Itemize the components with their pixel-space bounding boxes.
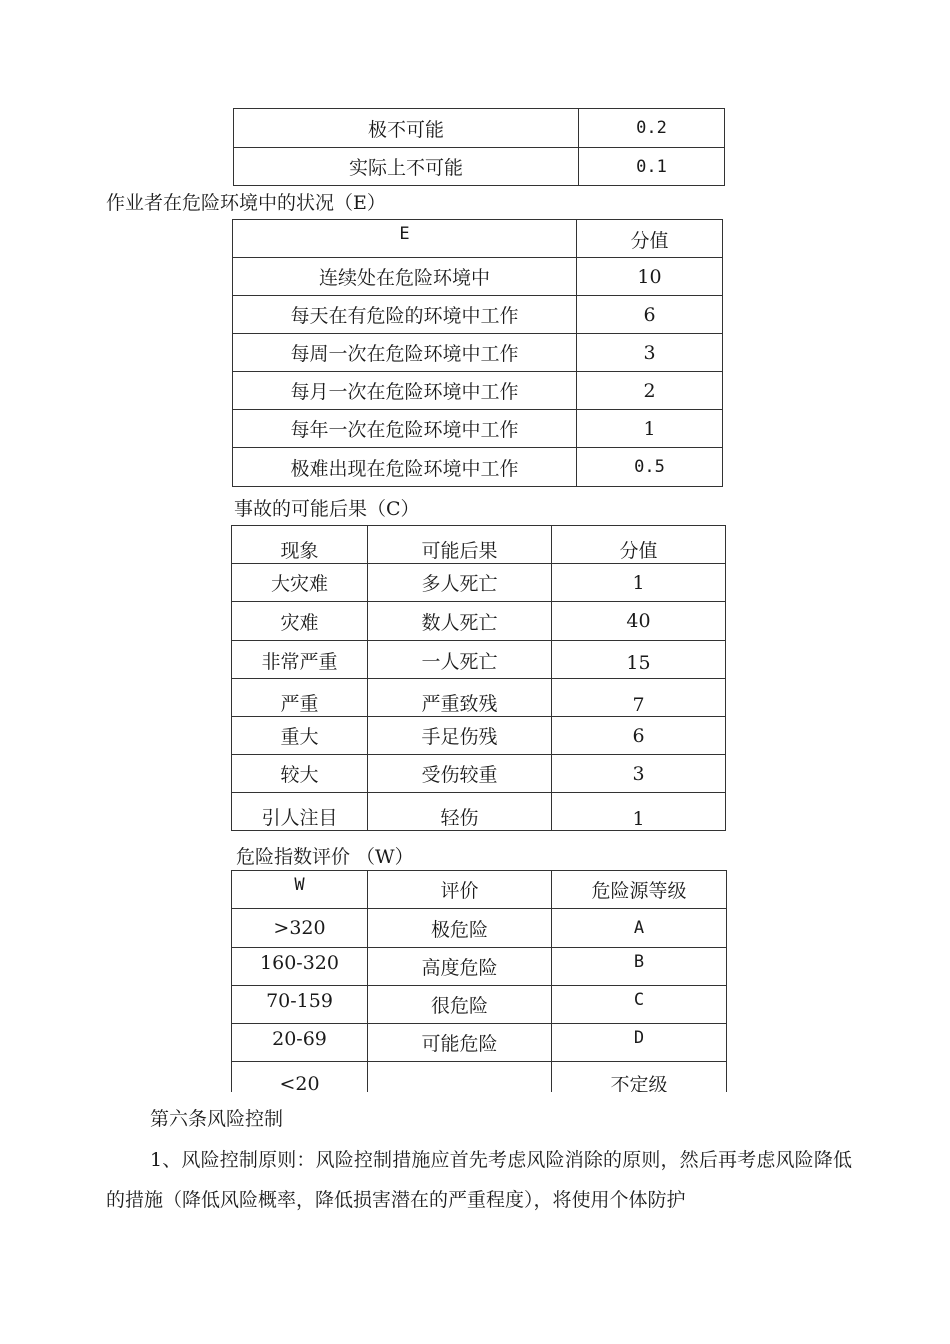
table-cell: 不定级 [552, 1062, 727, 1093]
table-cell: D [552, 1024, 727, 1062]
caption-danger-index: 危险指数评价 （W） [236, 846, 414, 868]
table-cell: 极不可能 [234, 109, 579, 148]
table-header-cell: 分值 [577, 220, 723, 258]
table-cell: 数人死亡 [368, 602, 552, 641]
table-row [232, 679, 726, 717]
table-cell: 较大 [232, 755, 368, 793]
table-cell: 160-320 [232, 948, 368, 986]
danger-index-table-wrapper [231, 870, 728, 1092]
table-cell: 6 [552, 717, 726, 755]
table-header-cell: 分值 [552, 526, 726, 564]
table-cell: 手足伤残 [368, 717, 552, 755]
table-cell: 1 [552, 793, 726, 831]
table-cell: 很危险 [368, 986, 552, 1024]
table-header-cell: 危险源等级 [552, 871, 727, 909]
table-row [232, 793, 726, 831]
consequence-table [231, 525, 726, 831]
table-cell [368, 1062, 552, 1093]
table-header-row [233, 220, 723, 258]
table-cell: 2 [577, 372, 723, 410]
table-cell: 非常严重 [232, 641, 368, 679]
table-cell: 7 [552, 679, 726, 717]
table-cell: 每年一次在危险环境中工作 [233, 410, 577, 448]
table-cell: A [552, 909, 727, 948]
caption-exposure: 作业者在危险环境中的状况（E） [106, 192, 386, 214]
table-cell: 20-69 [232, 1024, 368, 1062]
table-cell: B [552, 948, 727, 986]
table-cell: <20 [232, 1062, 368, 1093]
table-cell: 1 [552, 564, 726, 602]
table-cell: C [552, 986, 727, 1024]
table-cell: 严重 [232, 679, 368, 717]
table-cell: 实际上不可能 [234, 148, 579, 186]
table-cell: 70-159 [232, 986, 368, 1024]
table-cell: 可能危险 [368, 1024, 552, 1062]
table-row [232, 909, 727, 948]
table-cell: 极难出现在危险环境中工作 [233, 448, 577, 487]
table-cell: 引人注目 [232, 793, 368, 831]
table-header-cell: E [233, 220, 577, 258]
table-cell: 连续处在危险环境中 [233, 258, 577, 296]
table-cell: 每月一次在危险环境中工作 [233, 372, 577, 410]
table-row [234, 148, 725, 186]
table-header-cell: W [232, 871, 368, 909]
table-cell: 灾难 [232, 602, 368, 641]
likelihood-table [233, 108, 725, 186]
table-header-row [232, 871, 727, 909]
table-cell: 15 [552, 641, 726, 679]
table-row [234, 109, 725, 148]
table-row [233, 410, 723, 448]
table-row [233, 296, 723, 334]
table-row [233, 334, 723, 372]
table-row [232, 602, 726, 641]
danger-index-table [231, 870, 727, 1092]
body-paragraph: 1、风险控制原则：风险控制措施应首先考虑风险消除的原则，然后再考虑风险降低的措施（降低风险概率，降低损害潜在的严重程度），将使用个体防护 [106, 1149, 852, 1211]
table-cell: 3 [552, 755, 726, 793]
table-cell: 大灾难 [232, 564, 368, 602]
table-row [232, 1024, 727, 1062]
table-cell: 0.2 [579, 109, 725, 148]
table-row [233, 258, 723, 296]
table-header-cell: 评价 [368, 871, 552, 909]
table-cell: 0.1 [579, 148, 725, 186]
table-row [232, 717, 726, 755]
table-row [232, 1062, 727, 1093]
table-row [233, 448, 723, 487]
table-cell: 每周一次在危险环境中工作 [233, 334, 577, 372]
table-row [232, 564, 726, 602]
table-row [232, 641, 726, 679]
section-title: 第六条风险控制 [150, 1108, 284, 1130]
table-row [232, 986, 727, 1024]
table-cell: 多人死亡 [368, 564, 552, 602]
table-cell: 一人死亡 [368, 641, 552, 679]
table-cell: 高度危险 [368, 948, 552, 986]
exposure-table [232, 219, 723, 487]
table-cell: 轻伤 [368, 793, 552, 831]
table-cell: 40 [552, 602, 726, 641]
table-cell: 每天在有危险的环境中工作 [233, 296, 577, 334]
table-cell: 极危险 [368, 909, 552, 948]
table-cell: 3 [577, 334, 723, 372]
table-header-cell: 可能后果 [368, 526, 552, 564]
table-cell: 0.5 [577, 448, 723, 487]
table-row [232, 948, 727, 986]
table-cell: 6 [577, 296, 723, 334]
table-header-cell: 现象 [232, 526, 368, 564]
table-cell: 重大 [232, 717, 368, 755]
table-cell: 10 [577, 258, 723, 296]
table-cell: 受伤较重 [368, 755, 552, 793]
table-row [233, 372, 723, 410]
table-cell: 严重致残 [368, 679, 552, 717]
table-row [232, 755, 726, 793]
caption-consequence: 事故的可能后果（C） [234, 498, 420, 520]
table-cell: 1 [577, 410, 723, 448]
table-cell: >320 [232, 909, 368, 948]
table-header-row [232, 526, 726, 564]
